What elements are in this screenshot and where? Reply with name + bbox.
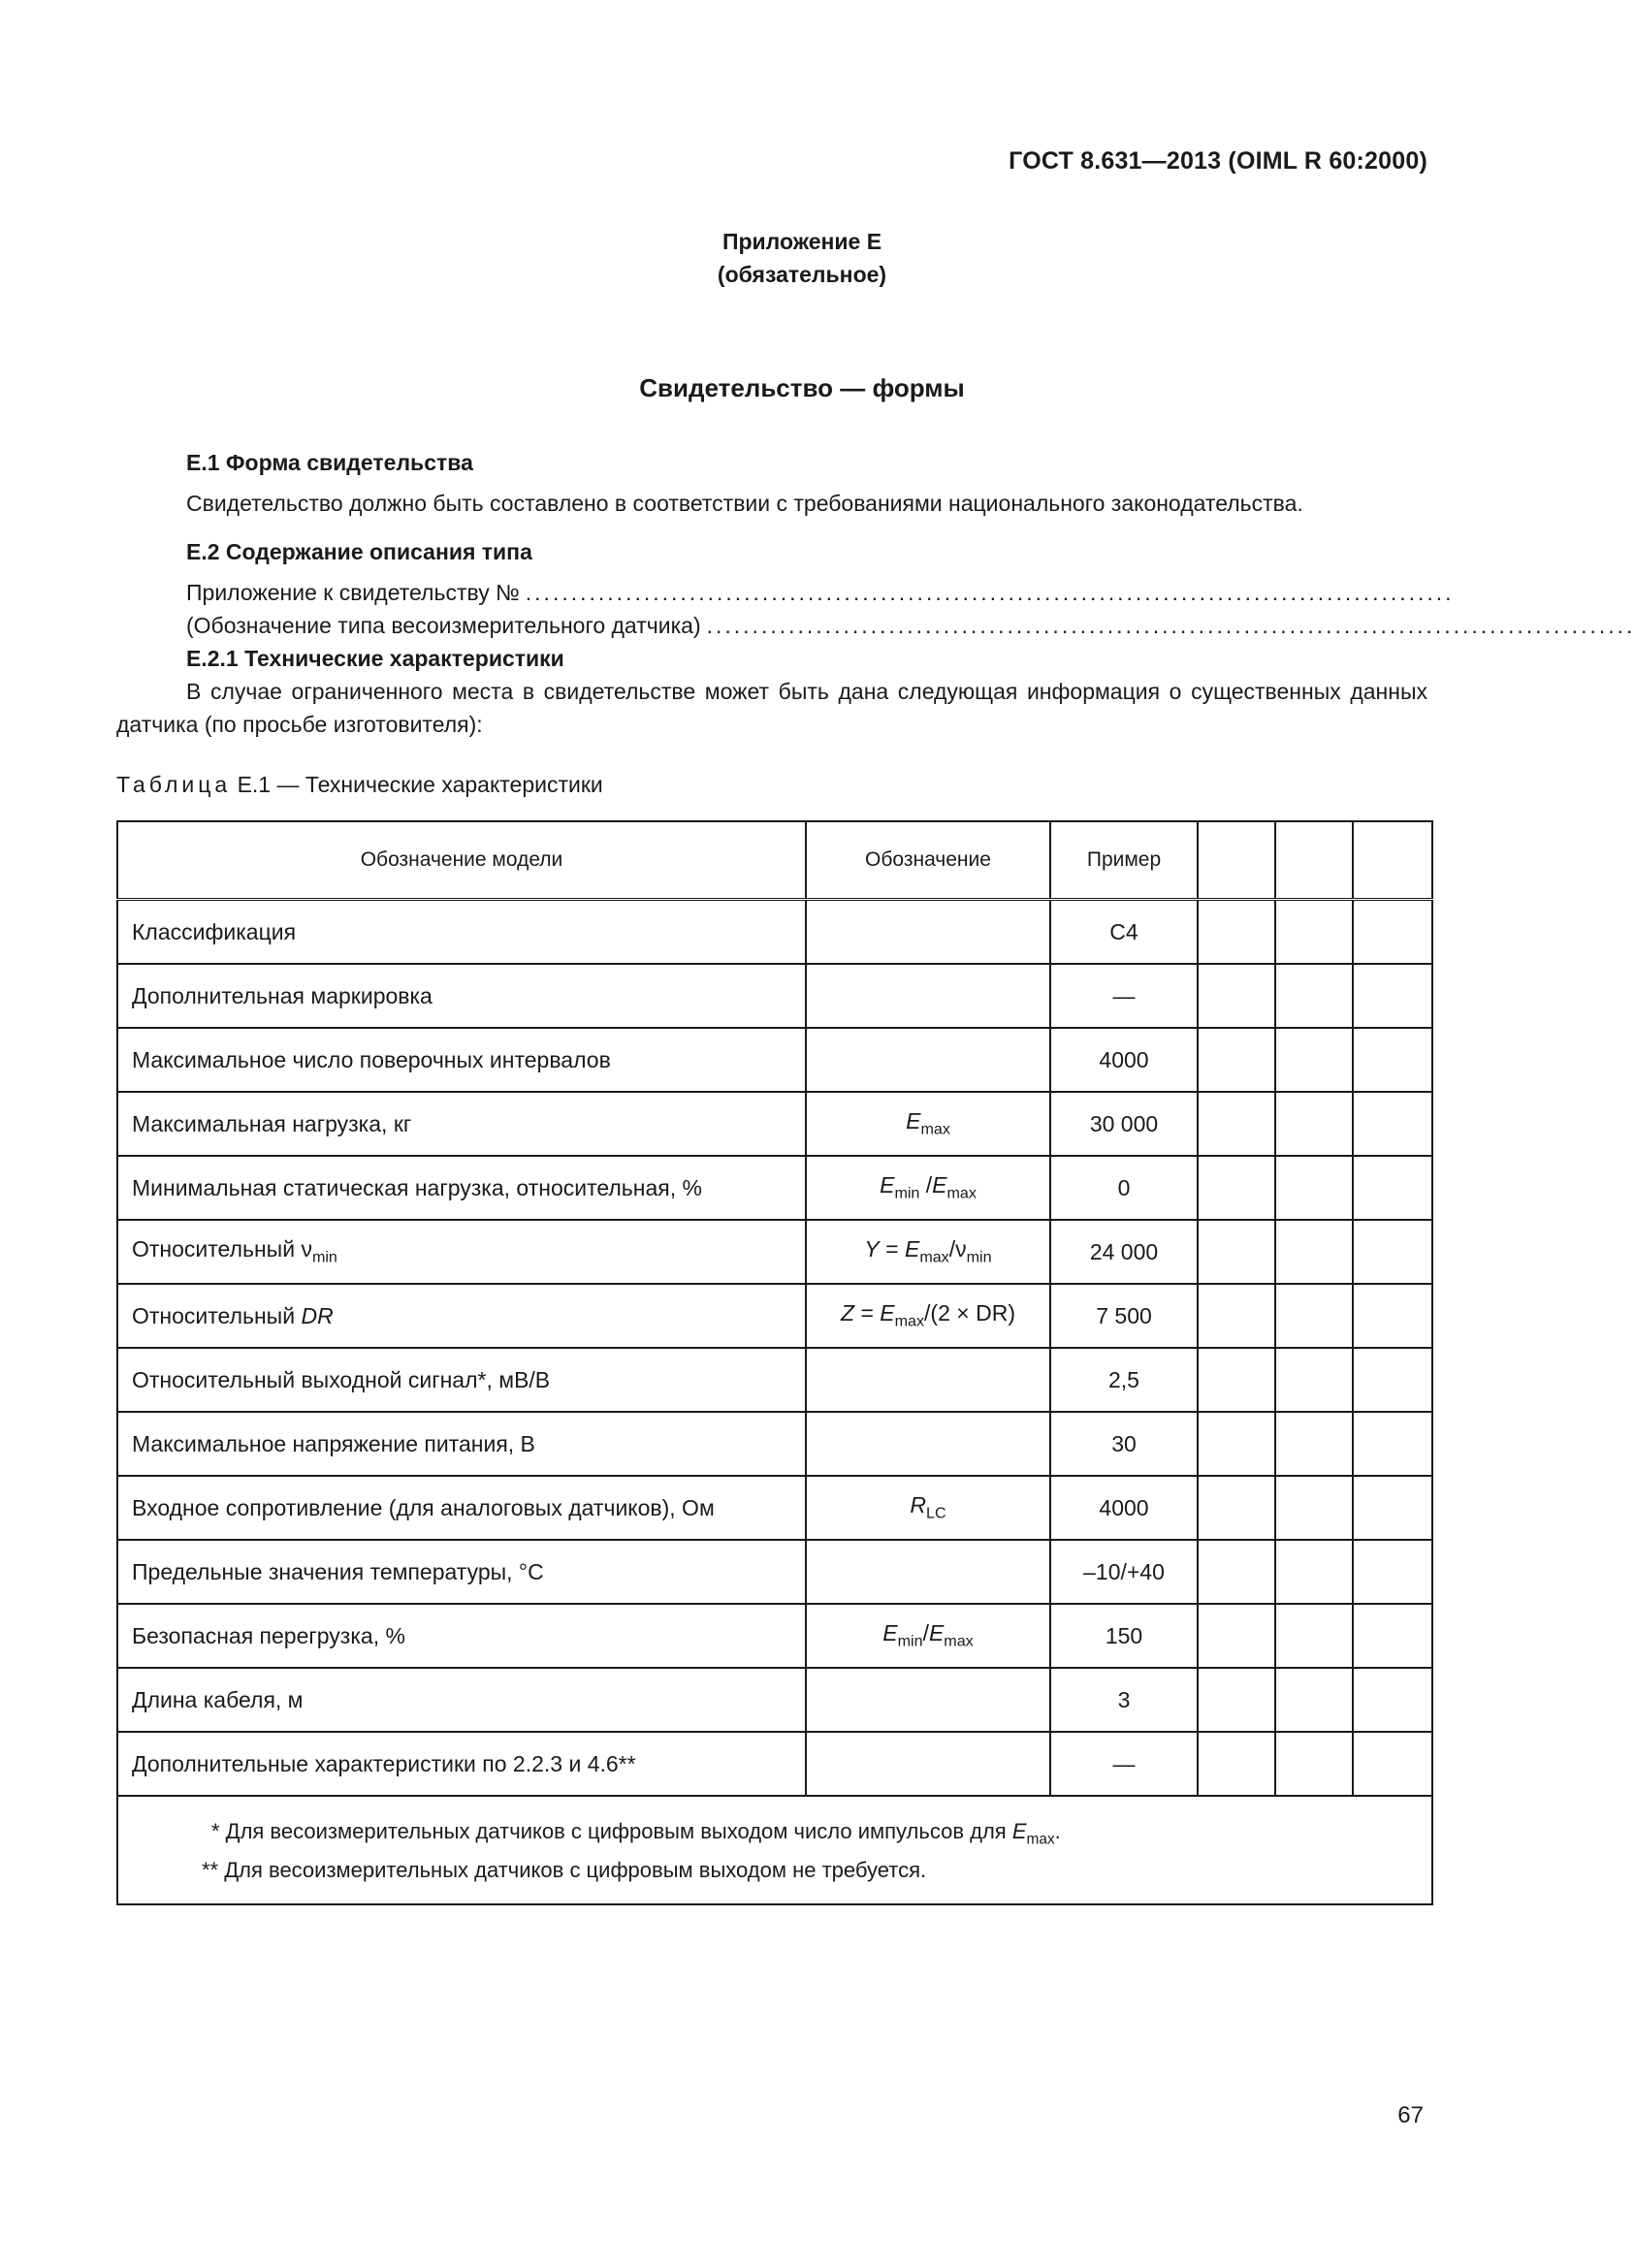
table-footnote-row [117,1796,1432,1904]
row-blank-cell [1353,1156,1432,1220]
row-blank-cell [1275,900,1353,965]
table-row [117,1220,1432,1284]
table-row [117,964,1432,1028]
table-row [117,1604,1432,1668]
row-name: Входное сопротивление (для аналоговых датчиков), Ом [132,1494,715,1520]
row-symbol-cell [806,1668,1050,1732]
footnote-1-text: * Для весоизмерительных датчиков с цифровым выходом число импульсов для [211,1819,1012,1843]
row-name-cell [117,900,806,965]
row-name-cell [117,964,806,1028]
row-name: Длина кабеля, м [132,1686,304,1712]
e21-text-content: В случае ограниченного места в свидетельстве может быть дана следующая информация о существенных данных датчика (по просьбе изготовителя): [116,679,1427,737]
e2-line-type [116,609,1635,642]
row-blank-cell [1198,1348,1275,1412]
row-blank-cell [1275,1476,1353,1540]
table-row [117,1732,1432,1796]
header-blank [1275,821,1353,900]
header-model: Обозначение модели [117,821,806,900]
row-blank-cell [1198,1604,1275,1668]
row-symbol-cell [806,1092,1050,1156]
section-e2 [116,535,1635,642]
table-caption [116,772,603,798]
table-row [117,1540,1432,1604]
row-blank-cell [1198,1412,1275,1476]
row-blank-cell [1275,1220,1353,1284]
row-blank-cell [1275,1028,1353,1092]
symbol-part: E [880,1172,895,1198]
row-blank-cell [1275,1284,1353,1348]
row-symbol-cell [806,1028,1050,1092]
row-name: Дополнительная маркировка [132,982,433,1008]
header-example: Пример [1050,821,1198,900]
row-blank-cell [1198,1732,1275,1796]
symbol-part: E [928,1620,945,1646]
row-symbol-cell [806,1476,1050,1540]
row-blank-cell [1275,1092,1353,1156]
row-blank-cell [1353,964,1432,1028]
row-symbol-cell [806,1732,1050,1796]
row-symbol-cell [806,1348,1050,1412]
row-example-cell: 4000 [1050,1028,1198,1092]
row-blank-cell [1353,1092,1432,1156]
symbol-separator: / [922,1620,929,1646]
row-blank-cell [1353,1668,1432,1732]
footnote-2: ** Для весоизмерительных датчиков с цифровым выходом не требуется. [202,1858,927,1883]
document-id: ГОСТ 8.631—2013 (OIML R 60:2000) [1009,147,1427,175]
row-blank-cell [1353,1348,1432,1412]
row-blank-cell [1275,1668,1353,1732]
row-symbol-cell [806,900,1050,965]
symbol-part: R [910,1492,927,1518]
row-example-cell: 150 [1050,1604,1198,1668]
table-body [117,900,1432,1797]
row-blank-cell [1353,1412,1432,1476]
row-blank-cell [1275,964,1353,1028]
e2-line2-label: (Обозначение типа весоизмерительного датчика) [186,613,701,638]
row-example-cell: 4000 [1050,1476,1198,1540]
row-name-cell [117,1348,806,1412]
row-blank-cell [1198,1540,1275,1604]
row-blank-cell [1198,1092,1275,1156]
row-name-cell [117,1476,806,1540]
appendix-title: Приложение Е [721,229,882,254]
row-blank-cell [1275,1156,1353,1220]
row-symbol-cell [806,1412,1050,1476]
section-title: Свидетельство — формы [639,373,965,402]
footnote-1 [202,1816,1431,1855]
row-name: Предельные значения температуры, °С [132,1558,544,1584]
table-row [117,1092,1432,1156]
row-name: Относительный выходной сигнал*, мВ/В [132,1366,551,1392]
row-blank-cell [1275,1604,1353,1668]
row-example-cell: 30 000 [1050,1092,1198,1156]
row-example-cell: 2,5 [1050,1348,1198,1412]
row-name-cell [117,1220,806,1284]
appendix-heading [0,225,1604,291]
row-example-cell: 0 [1050,1156,1198,1220]
row-name: Максимальное напряжение питания, В [132,1430,535,1456]
symbol-subscript: min [894,1184,920,1202]
footnote-1-symbol: E [1011,1819,1027,1843]
row-name-cell [117,1604,806,1668]
row-name-cell [117,1732,806,1796]
row-example-cell: –10/+40 [1050,1540,1198,1604]
symbol-separator: / [919,1172,933,1198]
row-blank-cell [1353,1540,1432,1604]
table-row [117,1284,1432,1348]
table-row [117,1348,1432,1412]
header-blank [1353,821,1432,900]
e21-heading: Е.2.1 Технические характеристики [186,646,564,671]
symbol-subscript: max [919,1248,949,1266]
fill-dots: ...................................................................................................... [525,580,1455,605]
symbol-equals: = [879,1236,905,1262]
table-row [117,1668,1432,1732]
row-symbol-cell [806,1604,1050,1668]
row-example-cell: С4 [1050,900,1198,965]
row-name: Безопасная перегрузка, % [132,1622,405,1648]
row-blank-cell [1198,1284,1275,1348]
symbol-equals: = [854,1300,881,1326]
footnote-1-subscript: max [1026,1831,1055,1848]
row-example-cell: — [1050,964,1198,1028]
row-name-cell [117,1668,806,1732]
row-symbol-cell [806,1540,1050,1604]
table-row [117,1156,1432,1220]
row-name: Минимальная статическая нагрузка, относительная, % [132,1174,702,1200]
header-blank [1198,821,1275,900]
section-e1 [116,446,1427,520]
row-blank-cell [1353,1220,1432,1284]
row-symbol-cell [806,1220,1050,1284]
row-blank-cell [1275,1412,1353,1476]
symbol-subscript: max [894,1312,925,1330]
row-blank-cell [1353,1604,1432,1668]
row-name-italic: DR [301,1302,334,1328]
row-blank-cell [1353,1028,1432,1092]
page-number: 67 [1397,2102,1424,2128]
row-name: Максимальная нагрузка, кг [132,1110,412,1136]
row-name: Классификация [132,918,297,944]
table-header-row [117,821,1432,900]
symbol-subscript: max [920,1120,950,1138]
symbol-part: E [932,1172,947,1198]
e1-heading: Е.1 Форма свидетельства [186,450,473,475]
appendix-status: (обязательное) [717,262,887,287]
row-symbol-cell [806,964,1050,1028]
e21-text [116,675,1427,741]
row-name-cell [117,1092,806,1156]
symbol-tail: /(2 × DR) [924,1300,1015,1326]
symbol-subscript: min [897,1632,923,1650]
row-symbol-cell [806,1284,1050,1348]
row-example-cell: — [1050,1732,1198,1796]
row-blank-cell [1198,1668,1275,1732]
table-row [117,1476,1432,1540]
symbol-subscript: min [966,1248,992,1266]
row-name-prefix: Относительный ν [132,1236,312,1262]
row-blank-cell [1198,1220,1275,1284]
symbol-subscript: LC [926,1504,946,1522]
symbol-tail: /ν [948,1236,967,1262]
row-blank-cell [1198,1476,1275,1540]
row-blank-cell [1275,1732,1353,1796]
row-blank-cell [1198,1028,1275,1092]
row-symbol-cell [806,1156,1050,1220]
table-footnotes [117,1796,1432,1904]
fill-dots: ...................................................................................................... [706,613,1635,638]
symbol-part: E [882,1620,898,1646]
section-e21 [116,642,1427,741]
symbol-subscript: max [946,1184,977,1202]
symbol-part: Y [864,1236,880,1262]
row-blank-cell [1353,900,1432,965]
row-name: Максимальное число поверочных интервалов [132,1046,611,1072]
row-example-cell: 24 000 [1050,1220,1198,1284]
row-example-cell: 3 [1050,1668,1198,1732]
row-name: Дополнительные характеристики по 2.2.3 и 4.6** [132,1750,636,1776]
row-blank-cell [1275,1540,1353,1604]
row-name-cell [117,1028,806,1092]
row-name-cell [117,1284,806,1348]
table-caption-rest: Е.1 — Технические характеристики [237,772,603,797]
row-example-cell: 7 500 [1050,1284,1198,1348]
symbol-subscript: max [944,1632,974,1650]
technical-characteristics-table [116,820,1433,1905]
row-blank-cell [1353,1284,1432,1348]
row-blank-cell [1353,1732,1432,1796]
symbol-part: E [880,1300,895,1326]
e2-heading: Е.2 Содержание описания типа [186,539,532,564]
row-blank-cell [1198,900,1275,965]
footnote-1-suffix: . [1054,1819,1061,1843]
e2-line-certificate [116,576,1455,609]
row-name-cell [117,1412,806,1476]
e2-line1-label: Приложение к свидетельству № [186,580,520,605]
header-symbol: Обозначение [806,821,1050,900]
row-blank-cell [1275,1348,1353,1412]
row-blank-cell [1198,1156,1275,1220]
row-name-subscript: min [311,1248,337,1266]
row-name-cell [117,1156,806,1220]
symbol-part: E [904,1236,920,1262]
row-name-prefix: Относительный [132,1302,302,1328]
table-caption-word: Таблица [116,772,232,797]
table-row [117,1028,1432,1092]
symbol-part: Z [841,1300,855,1326]
row-example-cell: 30 [1050,1412,1198,1476]
row-name-cell [117,1540,806,1604]
row-blank-cell [1198,964,1275,1028]
row-blank-cell [1353,1476,1432,1540]
table-row [117,1412,1432,1476]
table-row [117,900,1432,965]
symbol-part: E [906,1108,921,1134]
e1-text: Свидетельство должно быть составлено в соответствии с требованиями национального законодательства. [186,491,1303,516]
